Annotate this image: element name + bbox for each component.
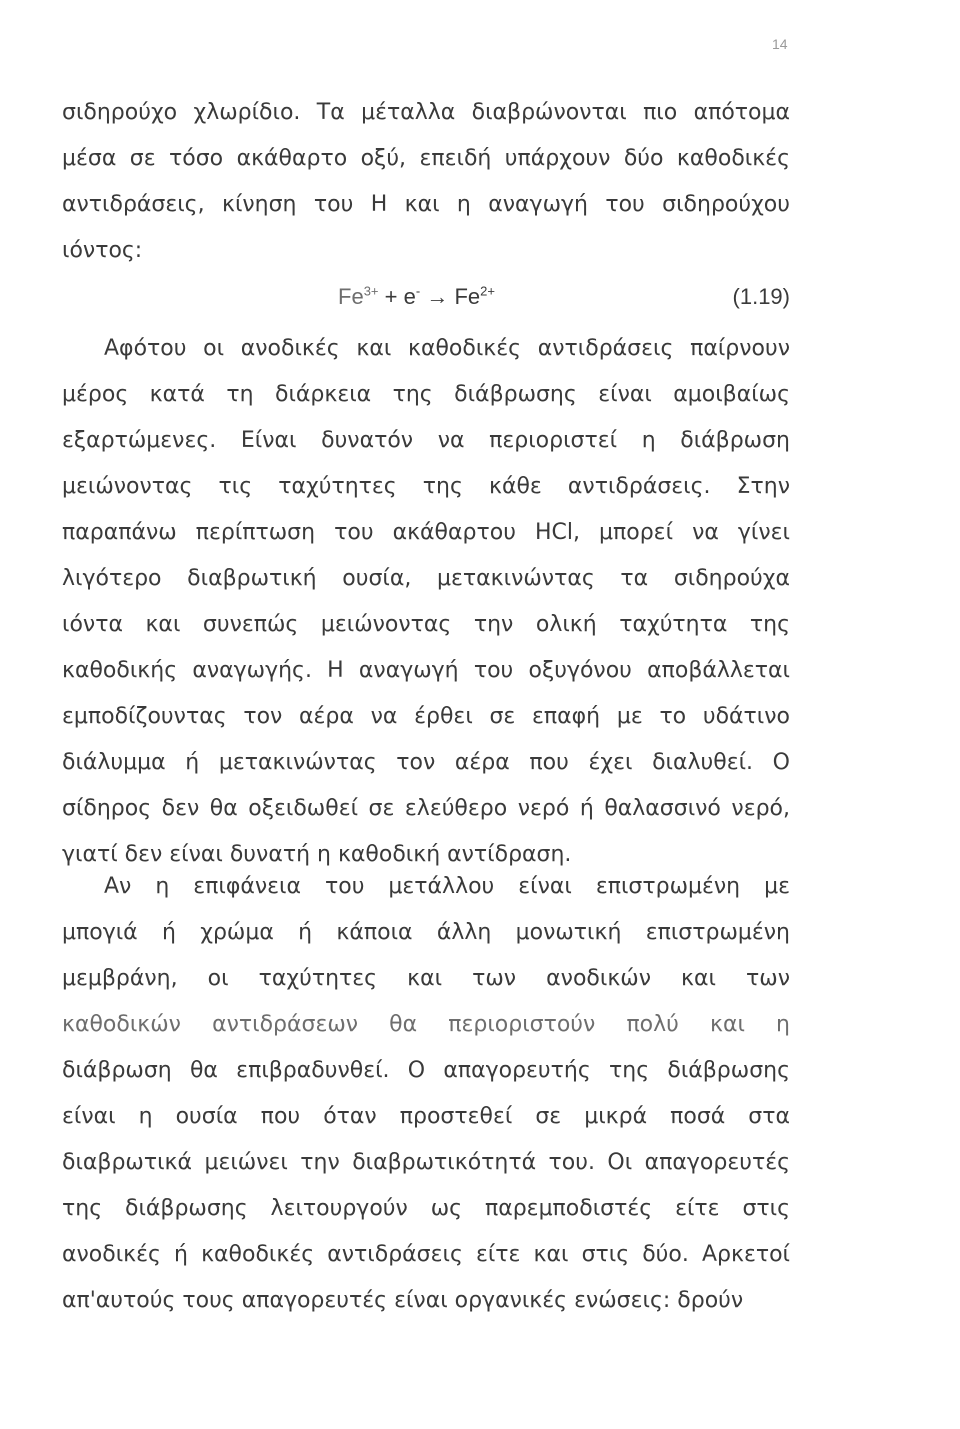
equation-plus: + [384,284,398,309]
text-line: είναι η ουσία που όταν προστεθεί σε μικρά ποσά στα [62,1104,790,1129]
equation-right-charge: 2+ [480,283,495,299]
text-line: μέρος κατά τη διάρκεια της διάβρωσης είναι αμοιβαίως [62,382,790,407]
equation-electron-charge: - [415,283,421,299]
text-line: καθοδικής αναγωγής. Η αναγωγή του οξυγόνου αποβάλλεται [62,658,790,683]
text-line: μεμβράνη, οι ταχύτητες και των ανοδικών και των [62,966,790,991]
equation-1-19 [62,274,790,320]
text-line: της διάβρωσης λειτουργούν ως παρεμποδιστές είτε στις [62,1196,790,1221]
page-number: 14 [772,36,788,52]
text-line: εμποδίζουντας τον αέρα να έρθει σε επαφή με το υδάτινο [62,704,790,729]
equation-expression [338,274,495,320]
text-line: απ'αυτούς τους απαγορευτές είναι οργανικές ενώσεις: δρούν [62,1288,744,1313]
text-line: διάλυμμα ή μετακινώντας τον αέρα που έχει διαλυθεί. Ο [62,750,790,775]
text-line: σιδηρούχο χλωρίδιο. Τα μέταλλα διαβρώνονται πιο απότομα [62,100,790,125]
paragraph-2 [62,326,790,878]
equation-arrow: → [426,284,449,309]
paragraph-3 [62,864,790,1324]
equation-electron: e [403,284,416,309]
text-line: ανοδικές ή καθοδικές αντιδράσεις είτε και στις δύο. Αρκετοί [62,1242,790,1267]
equation-left-species: Fe [338,284,364,309]
equation-right-species: Fe [454,284,481,309]
text-line: Αν η επιφάνεια του μετάλλου είναι επιστρωμένη με [104,874,790,899]
equation-number: (1.19) [732,284,790,309]
text-line: διαβρωτικά μειώνει την διαβρωτικότητά του. Οι απαγορευτές [62,1150,790,1175]
text-line: μειώνοντας τις ταχύτητες της κάθε αντιδράσεις. Στην [62,474,790,499]
text-line: ιόντα και συνεπώς μειώνοντας την ολική ταχύτητα της [62,612,790,637]
text-line: παραπάνω περίπτωση του ακάθαρτου HCl, μπορεί να γίνει [62,520,790,545]
text-line: μπογιά ή χρώμα ή κάποια άλλη μονωτική επιστρωμένη [62,920,790,945]
text-line: λιγότερο διαβρωτική ουσία, μετακινώντας τα σιδηρούχα [62,566,790,591]
text-line: Αφότου οι ανοδικές και καθοδικές αντιδράσεις παίρνουν [104,336,790,361]
text-line: αντιδράσεις, κίνηση του Η και η αναγωγή του σιδηρούχου [62,192,790,217]
text-line: μέσα σε τόσο ακάθαρτο οξύ, επειδή υπάρχουν δύο καθοδικές [62,146,790,171]
equation-left-charge: 3+ [363,283,379,299]
text-line: ιόντος: [62,238,143,263]
text-line: καθοδικών αντιδράσεων θα περιοριστούν πολύ και η [62,1012,790,1037]
text-line: γιατί δεν είναι δυνατή η καθοδική αντίδραση. [62,842,572,867]
text-line: εξαρτώμενες. Είναι δυνατόν να περιοριστεί η διάβρωση [62,428,790,453]
paragraph-1 [62,90,790,320]
text-line: σίδηρος δεν θα οξειδωθεί σε ελεύθερο νερό ή θαλασσινό νερό, [62,796,790,821]
text-line: διάβρωση θα επιβραδυνθεί. Ο απαγορευτής της διάβρωσης [62,1058,790,1083]
